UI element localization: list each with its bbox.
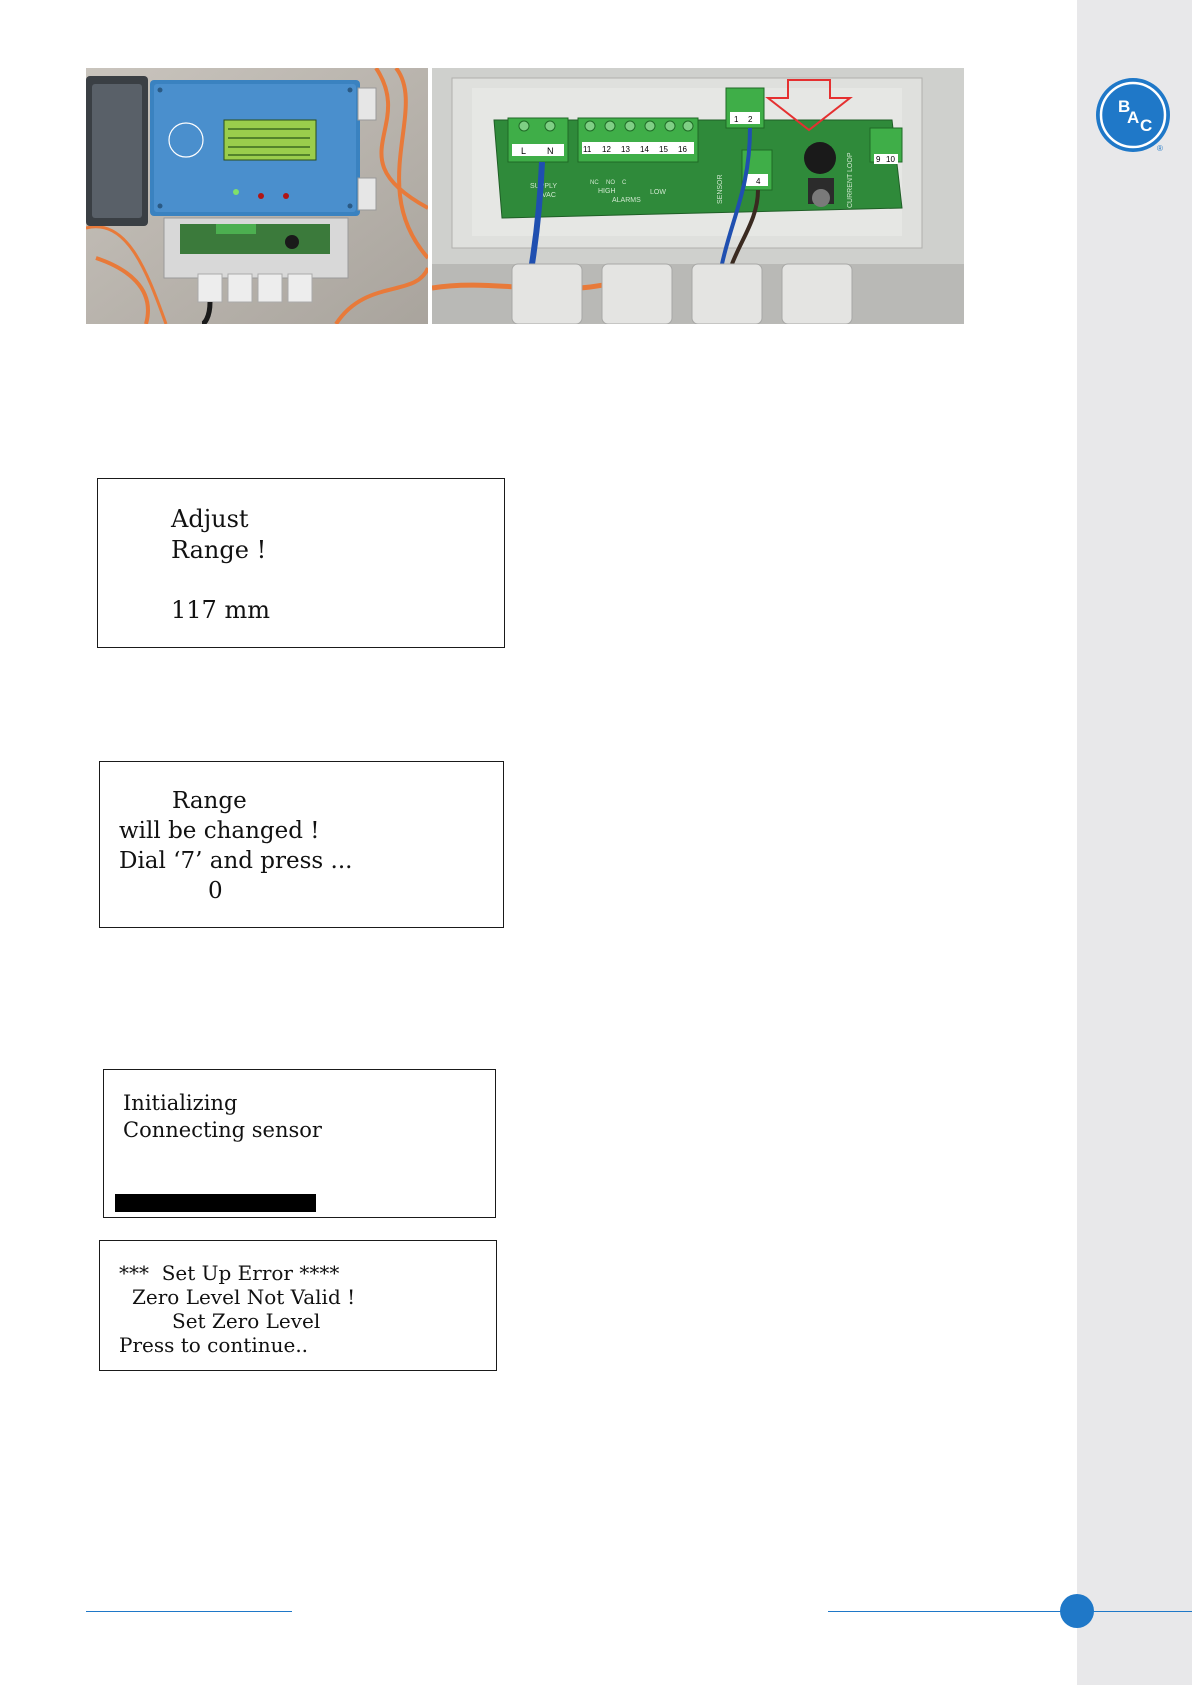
lcd-line: Range ! bbox=[171, 536, 267, 564]
lcd-setup-error bbox=[99, 1240, 497, 1371]
svg-text:2: 2 bbox=[748, 115, 753, 124]
lcd-line: Range bbox=[172, 788, 247, 814]
lcd-initializing bbox=[103, 1069, 496, 1218]
lcd-line: Zero Level Not Valid ! bbox=[132, 1285, 356, 1309]
svg-text:16: 16 bbox=[678, 145, 687, 154]
svg-text:HIGH: HIGH bbox=[598, 188, 616, 195]
terminal-board-photo bbox=[432, 68, 964, 324]
svg-text:NC: NC bbox=[590, 180, 599, 186]
svg-text:C: C bbox=[1140, 116, 1153, 135]
lcd-line: Set Zero Level bbox=[172, 1309, 321, 1333]
lcd-line: Initializing bbox=[123, 1091, 238, 1115]
svg-text:4: 4 bbox=[756, 177, 761, 186]
lcd-line: Adjust bbox=[171, 505, 249, 533]
svg-text:12: 12 bbox=[602, 145, 611, 154]
lcd-line: 0 bbox=[208, 878, 223, 904]
svg-text:®: ® bbox=[1157, 144, 1163, 153]
lcd-line: Dial ‘7’ and press ... bbox=[119, 848, 353, 874]
svg-text:14: 14 bbox=[640, 145, 649, 154]
lcd-line: Connecting sensor bbox=[123, 1118, 322, 1142]
progress-bar bbox=[115, 1194, 316, 1212]
page-sidebar bbox=[1077, 0, 1192, 1685]
bac-logo bbox=[1094, 76, 1172, 154]
svg-text:NO: NO bbox=[606, 180, 615, 186]
svg-text:SENSOR: SENSOR bbox=[717, 174, 724, 204]
lcd-range-change bbox=[99, 761, 504, 928]
footer-rule-left bbox=[86, 1611, 292, 1612]
svg-text:VAC: VAC bbox=[542, 192, 556, 199]
svg-text:B: B bbox=[1118, 97, 1131, 116]
svg-text:A: A bbox=[1127, 108, 1140, 127]
svg-text:SUPPLY: SUPPLY bbox=[530, 183, 558, 190]
svg-text:13: 13 bbox=[621, 145, 630, 154]
svg-text:L: L bbox=[521, 146, 527, 156]
svg-text:LOW: LOW bbox=[650, 189, 666, 196]
svg-text:1: 1 bbox=[734, 115, 739, 124]
svg-text:N: N bbox=[547, 146, 554, 156]
lcd-line: 117 mm bbox=[171, 596, 270, 624]
lcd-line: Press to continue.. bbox=[119, 1333, 309, 1357]
progress-track bbox=[115, 1194, 481, 1212]
svg-text:15: 15 bbox=[659, 145, 668, 154]
lcd-line: *** Set Up Error **** bbox=[119, 1261, 340, 1285]
svg-text:11: 11 bbox=[583, 145, 592, 154]
svg-text:C: C bbox=[622, 180, 627, 186]
lcd-line: will be changed ! bbox=[119, 818, 320, 844]
svg-text:ALARMS: ALARMS bbox=[612, 197, 641, 204]
svg-text:9: 9 bbox=[876, 155, 881, 164]
svg-text:CURRENT LOOP: CURRENT LOOP bbox=[847, 152, 854, 208]
lcd-adjust-range bbox=[97, 478, 505, 648]
footer-rule-right bbox=[828, 1611, 1192, 1612]
controller-unit-photo bbox=[86, 68, 428, 324]
page-number-dot bbox=[1060, 1594, 1094, 1628]
svg-text:10: 10 bbox=[886, 155, 895, 164]
